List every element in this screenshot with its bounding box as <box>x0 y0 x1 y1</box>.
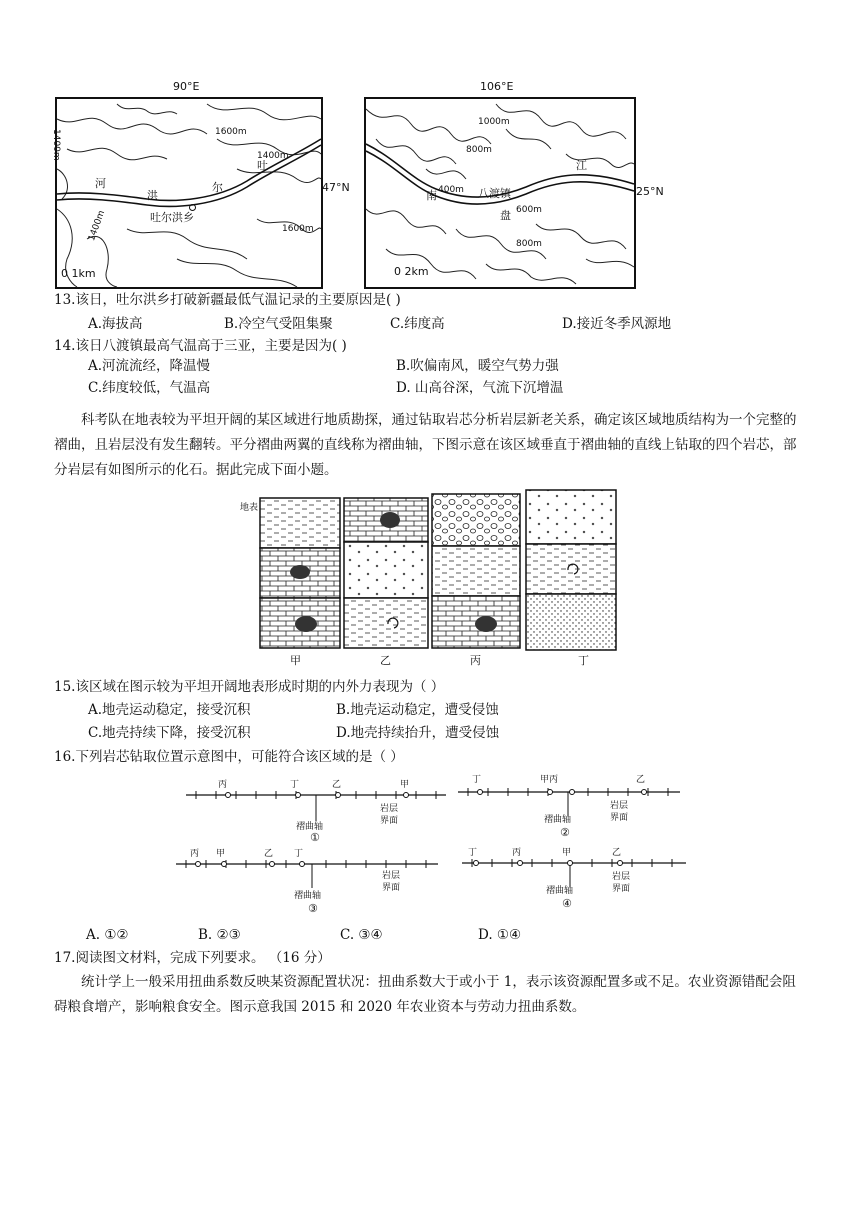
rock-cores-figure <box>238 486 634 668</box>
diagram-2-boundary-2: 界面 <box>610 813 629 823</box>
q15-option-b[interactable]: B.地壳运动稳定，遭受侵蚀 <box>336 702 499 718</box>
diagram-4-number: ④ <box>562 897 572 910</box>
diagram-3-label-bing: 丙 <box>190 849 200 859</box>
map-left-contour-1400b: 1400m <box>257 151 289 161</box>
q15-option-d[interactable]: D.地壳持续抬升，遭受侵蚀 <box>336 725 500 741</box>
diagram-4-label-yi: 乙 <box>612 848 622 858</box>
core-label-yi: 乙 <box>380 654 391 667</box>
drill-diagram-1 <box>186 775 446 845</box>
diagram-3-axis-label: 褶曲轴 <box>294 891 322 901</box>
map-right-lon-label: 106°E <box>480 80 514 93</box>
q16-option-d[interactable]: D. ①④ <box>478 927 522 943</box>
core-bing <box>432 494 520 648</box>
map-right-town-label: 八渡镇 <box>478 187 511 200</box>
diagram-1-boundary-1: 岩层 <box>380 804 399 814</box>
map-left-river-char-2: 洪 <box>147 189 158 202</box>
q16-option-a[interactable]: A. ①② <box>86 927 129 943</box>
diagram-2-label-yi: 乙 <box>636 775 646 785</box>
diagram-1-number: ① <box>310 831 320 844</box>
map-right-river-char-1: 江 <box>576 159 587 172</box>
diagram-2-label-ding: 丁 <box>472 775 482 785</box>
core-label-ding: 丁 <box>578 654 589 667</box>
q17-stem: 17.阅读图文材料，完成下列要求。 （16 分） <box>54 950 331 966</box>
diagram-4-boundary-2: 界面 <box>612 884 631 894</box>
map-right-lat-label: 25°N <box>636 185 664 198</box>
drill-diagram-4 <box>462 845 686 921</box>
map-left-contour-1600a: 1600m <box>215 127 247 137</box>
q15-option-a[interactable]: A.地壳运动稳定，接受沉积 <box>88 702 251 718</box>
diagram-2-label-jiabing: 甲丙 <box>540 775 559 785</box>
q15-stem: 15.该区域在图示较为平坦开阔地表形成时期的内外力表现为（ ） <box>54 679 445 695</box>
map-right-scale: 0 2km <box>394 265 429 278</box>
q17-passage: 统计学上一般采用扭曲系数反映某资源配置状况：扭曲系数大于或小于 1，表示该资源配置多或不足。农业资源错配会阻碍粮食增产，影响粮食安全。图示意我国 2015 和 2020 年农业资本与劳动力扭曲系数。 <box>54 974 796 1015</box>
diagram-4-label-bing: 丙 <box>512 848 522 858</box>
diagram-3-label-jia: 甲 <box>216 849 226 859</box>
diagram-4-axis-label: 褶曲轴 <box>546 886 574 896</box>
topographic-map-right <box>364 97 636 289</box>
drill-diagram-2 <box>458 770 680 846</box>
q16-stem: 16.下列岩芯钻取位置示意图中，可能符合该区域的是（ ） <box>54 749 404 765</box>
diagram-3-boundary-2: 界面 <box>382 883 401 893</box>
q13-option-d[interactable]: D.接近冬季风源地 <box>562 316 672 332</box>
diagram-1-label-jia: 甲 <box>400 780 410 790</box>
q15-option-c[interactable]: C.地壳持续下降，接受沉积 <box>88 725 251 741</box>
map-right-contour-1000: 1000m <box>478 117 510 127</box>
map-right-contour-800a: 800m <box>466 145 492 155</box>
q14-stem: 14.该日八渡镇最高气温高于三亚，主要是因为( ) <box>54 338 347 354</box>
diagram-2-axis-label: 褶曲轴 <box>544 815 572 825</box>
map-left-contour-1400c: 1400m <box>87 209 108 243</box>
diagram-4-boundary-1: 岩层 <box>612 872 631 882</box>
core-ding <box>526 490 616 650</box>
map-right-contour-400: 400m <box>438 185 464 195</box>
surface-label: 地表 <box>240 503 259 513</box>
diagram-1-label-ding: 丁 <box>290 780 300 790</box>
q14-option-d[interactable]: D. 山高谷深，气流下沉增温 <box>396 380 564 396</box>
core-yi <box>344 498 428 648</box>
map-right-contour-800b: 800m <box>516 239 542 249</box>
core-label-bing: 丙 <box>470 654 481 667</box>
q16-option-c[interactable]: C. ③④ <box>340 927 383 943</box>
map-left-river-char-1: 河 <box>95 177 106 190</box>
diagram-4-label-ding: 丁 <box>468 848 478 858</box>
diagram-3-label-yi: 乙 <box>264 849 274 859</box>
q14-option-a[interactable]: A.河流流经，降温慢 <box>88 358 211 374</box>
map-left-scale: 0 1km <box>61 267 96 280</box>
core-jia <box>260 498 340 648</box>
map-right-contour-600: 600m <box>516 205 542 215</box>
diagram-1-boundary-2: 界面 <box>380 816 399 826</box>
diagram-1-axis-label: 褶曲轴 <box>296 822 324 832</box>
passage-fold-survey: 科考队在地表较为平坦开阔的某区域进行地质勘探，通过钻取岩芯分析岩层新老关系，确定该区域地质结构为一个完整的褶曲，且岩层没有发生翻转。平分褶曲两翼的直线称为褶曲轴，下图示意在该区域垂直于褶曲轴的直线上钻取的四个岩芯，部分岩层有如图所示的化石。据此完成下面小题。 <box>54 412 797 478</box>
map-left-river-char-3: 尔 <box>212 181 223 194</box>
map-left-contour-1400a: 1400m <box>51 129 61 161</box>
q13-option-b[interactable]: B.冷空气受阻集聚 <box>224 316 333 332</box>
core-label-jia: 甲 <box>290 654 301 667</box>
q13-stem: 13.该日，吐尔洪乡打破新疆最低气温记录的主要原因是( ) <box>54 292 401 308</box>
map-left-lon-label: 90°E <box>173 80 200 93</box>
diagram-2-number: ② <box>560 826 570 839</box>
diagram-1-label-bing: 丙 <box>218 780 228 790</box>
map-left-contour-1600b: 1600m <box>282 224 314 234</box>
map-left-town-dot <box>189 204 196 211</box>
diagram-2-boundary-1: 岩层 <box>610 801 629 811</box>
q13-option-c[interactable]: C.纬度高 <box>390 316 445 332</box>
diagram-3-number: ③ <box>308 902 318 915</box>
diagram-3-boundary-1: 岩层 <box>382 871 401 881</box>
map-left-lat-label: 47°N <box>322 181 350 194</box>
q13-option-a[interactable]: A.海拔高 <box>88 316 143 332</box>
diagram-3-label-ding: 丁 <box>294 849 304 859</box>
map-right-river-char-2: 南 <box>426 189 437 202</box>
map-left-contours <box>57 99 321 287</box>
map-left-river-char-4: 吐 <box>257 159 268 172</box>
q14-option-c[interactable]: C.纬度较低，气温高 <box>88 380 211 396</box>
drill-diagram-3 <box>176 850 438 920</box>
q14-option-b[interactable]: B.吹偏南风，暖空气势力强 <box>396 358 559 374</box>
map-left-town-label: 吐尔洪乡 <box>150 211 194 224</box>
topographic-map-left <box>51 97 323 289</box>
diagram-4-label-jia: 甲 <box>562 848 572 858</box>
map-right-river-char-3: 盘 <box>500 209 511 222</box>
q16-option-b[interactable]: B. ②③ <box>198 927 241 943</box>
diagram-1-label-yi: 乙 <box>332 780 342 790</box>
rock-cores-drawing <box>238 486 634 668</box>
